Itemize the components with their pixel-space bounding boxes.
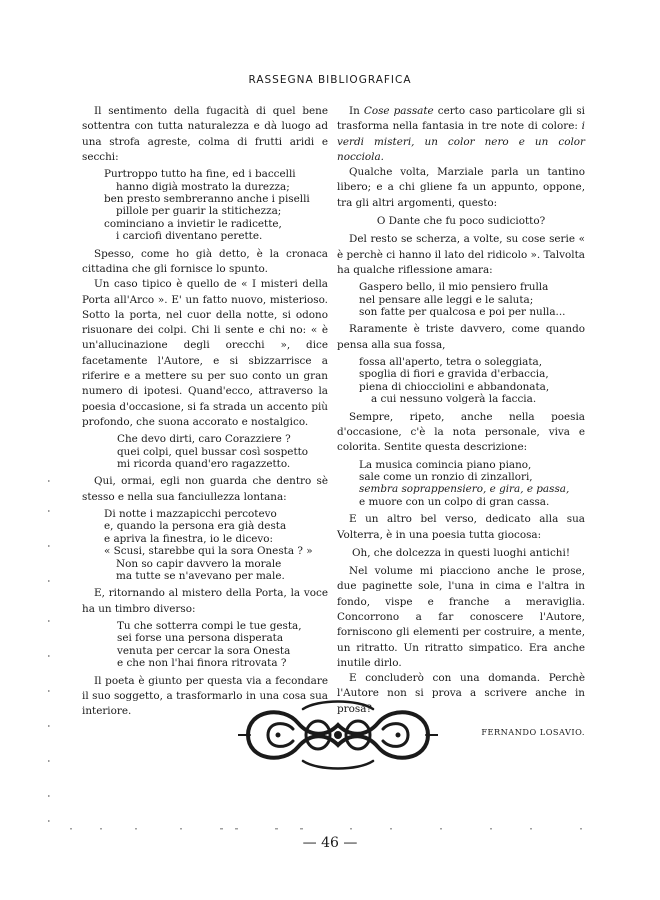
verse-block — [82, 433, 328, 470]
paragraph: Qualche volta, Marziale parla un tantino libero; e a chi gliene fa un appunto, oppone, tra gli altri argomenti, questo: — [337, 166, 585, 209]
paragraph: E concluderò con una domanda. Perchè l'Autore non si prova a scrivere anche in prosa? — [337, 672, 585, 715]
verse-line: cominciano a invietir le radicette, — [104, 217, 282, 230]
verse-block — [337, 356, 585, 406]
margin-specks — [46, 470, 52, 830]
verse-line: venuta per cercar la sora Onesta — [117, 644, 291, 657]
page-number: — 46 — — [302, 835, 358, 851]
verse-line: e muore con un colpo di gran cassa. — [359, 495, 550, 508]
author-signature: FERNANDO LOSAVIO. — [481, 727, 585, 738]
right-column — [337, 104, 585, 740]
paragraph: Un caso tipico è quello de « I misteri della Porta all'Arco ». E' un fatto nuovo, misterioso. Sotto la porta, nel cuor della notte, si odono risuonare dei colpi. Chi li sente e chi no: « è un'allucinazione degli orecchi », dice facetamente l'Autore, e si sbizzarrisce a riferire e a mettere su per suo conto un gran numero di ipotesi. Quand'ecco, attraverso la poesia d'occasione, si fa strada un accento più profondo, che suona accorato e nostalgico. — [82, 278, 328, 428]
paragraph: E, ritornando al mistero della Porta, la voce ha un timbro diverso: — [82, 587, 328, 615]
verse-line: Di notte i mazzapicchi percotevo — [104, 508, 277, 520]
bottom-specks — [60, 825, 600, 833]
verse-block — [82, 620, 328, 670]
paragraph: Sempre, ripeto, anche nella poesia d'occasione, c'è la nota personale, viva e colorita. Sentite questa descrizione: — [337, 410, 585, 454]
verse-line: sembra soprappensiero, e gira, e passa, — [359, 483, 570, 496]
verse-line: piena di chiocciolini e abbandonata, — [359, 380, 550, 393]
verse-line: La musica comincia piano piano, — [359, 458, 532, 471]
verse-line: Che devo dirti, caro Corazziere ? — [117, 433, 291, 446]
verse-block — [82, 508, 328, 582]
running-header: RASSEGNA BIBLIOGRAFICA — [248, 74, 412, 86]
verse-line: fossa all'aperto, tetra o soleggiata, — [359, 356, 543, 369]
paragraph: Nel volume mi piacciono anche le prose, due paginette sole, l'una in cima e l'altra in fondo, vispe e franche a meraviglia. Concorrono a far conoscere l'Autore, forniscono gli elementi per costruire, a mente, un ritratto. Un ritratto simpatico. Era anche inutile dirlo. — [337, 565, 585, 669]
paragraph-text: In — [349, 105, 364, 117]
verse-line: Purtroppo tutto ha fine, ed i baccelli — [104, 168, 296, 181]
paragraph: Il sentimento della fugacità di quel bene sottentra con tutta naturalezza e dà luogo ad una strofa agreste, colma di frutti aridi e secchi: — [82, 105, 328, 163]
paragraph: Spesso, come ho già detto, è la cronaca cittadina che gli fornisce lo spunto. — [82, 247, 328, 275]
verse-line: i carciofi diventano perette. — [116, 230, 263, 243]
paragraph: Del resto se scherza, a volte, su cose serie « è perchè ci hanno il lato del ridicolo ». Talvolta ha qualche riflessione amara: — [337, 233, 585, 276]
verse-line: e apriva la finestra, io le dicevo: — [104, 532, 274, 545]
verse-line: nel pensare alle leggi e le saluta; — [359, 293, 534, 306]
paragraph: Raramente è triste davvero, come quando pensa alla sua fossa, — [337, 323, 585, 351]
verse-line: e che non l'hai finora ritrovata ? — [117, 657, 287, 670]
verse-line: mi ricorda quand'ero ragazzetto. — [117, 458, 291, 470]
verse-line: sale come un ronzio di zinzallori, — [359, 471, 533, 483]
left-column — [82, 104, 328, 720]
paragraph-text: certo caso particolare gli si trasforma nella fantasia in tre note di colore: — [337, 105, 585, 133]
verse-block — [337, 281, 585, 318]
paragraph: E un altro bel verso, dedicato alla sua Volterra, è in una poesia tutta giocosa: — [337, 513, 585, 541]
verse-block — [337, 459, 585, 509]
quoted-verse: Oh, che dolcezza in questi luoghi antichi! — [351, 546, 570, 559]
verse-line: Non so capir davvero la morale — [116, 557, 282, 570]
verse-line: Gaspero bello, il mio pensiero frulla — [359, 281, 549, 294]
verse-line: e, quando la persona era già desta — [104, 520, 287, 533]
color-notes: i verdi misteri, un color nero e un color nocciola. — [337, 120, 585, 163]
verse-line: hanno digià mostrato la durezza; — [116, 180, 290, 193]
verse-line: ma tutte se n'avevano per male. — [116, 570, 285, 583]
verse-line: spoglia di fiori e gravida d'erbaccia, — [359, 368, 549, 381]
verse-line: Tu che sotterra compi le tue gesta, — [117, 620, 302, 633]
paragraph — [337, 104, 585, 165]
book-title: Cose passate — [363, 105, 434, 117]
verse-line: sei forse una persona disperata — [117, 632, 284, 645]
verse-line: son fatte per qualcosa e poi per nulla... — [359, 306, 566, 319]
paragraph: Il poeta è giunto per questa via a fecondare il suo soggetto, a trasformarlo in una cosa sua interiore. — [82, 674, 328, 718]
decorative-ornament — [238, 695, 438, 775]
verse-line: a cui nessuno volgerà la faccia. — [371, 393, 537, 406]
verse-block — [82, 168, 328, 242]
verse-line: quei colpi, quel bussar così sospetto — [117, 445, 309, 458]
verse-line: « Scusi, starebbe qui la sora Onesta ? » — [104, 545, 313, 558]
verse-line: ben presto sembreranno anche i piselli — [104, 193, 310, 205]
verse-line: pillole per guarir la stitichezza; — [116, 205, 282, 218]
paragraph: Qui, ormai, egli non guarda che dentro sè stesso e nella sua fanciullezza lontana: — [82, 475, 328, 503]
quoted-verse: O Dante che fu poco sudiciotto? — [376, 215, 546, 228]
